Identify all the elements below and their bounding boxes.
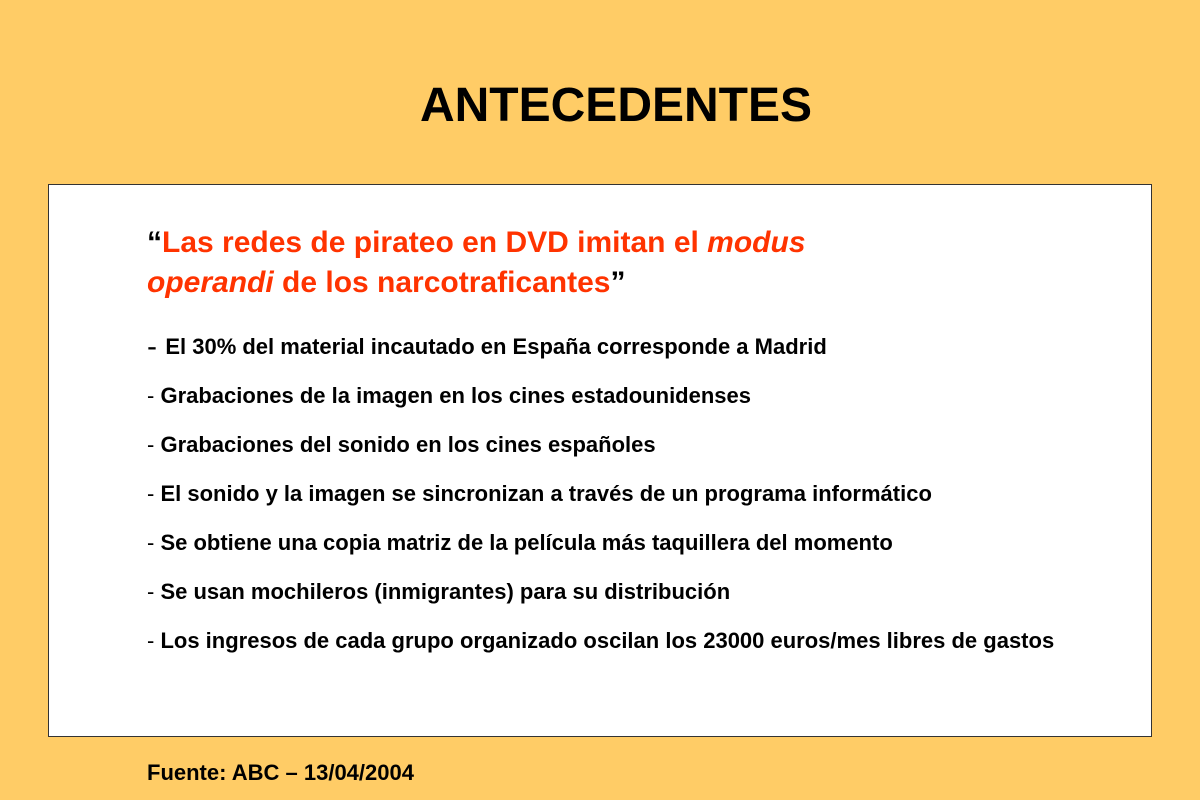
bullet-dash: -	[147, 579, 161, 604]
bullet-dash: -	[147, 481, 161, 506]
bullet-dash: -	[147, 432, 161, 457]
bullet-item	[147, 530, 1087, 556]
quote-part-2: de los narcotraficantes	[273, 266, 611, 299]
open-quote-mark: “	[147, 226, 162, 259]
bullet-text: Se usan mochileros (inmigrantes) para su distribución	[160, 579, 731, 604]
quote-italic-operandi: operandi	[147, 266, 274, 299]
bullet-dash: -	[147, 383, 161, 408]
close-quote-mark: ”	[610, 266, 626, 299]
quote-italic-modus: modus	[707, 226, 806, 259]
bullet-item	[147, 481, 1087, 507]
bullet-text: Grabaciones del sonido en los cines españoles	[160, 432, 656, 457]
slide-title: ANTECEDENTES	[419, 79, 813, 132]
bullet-text: El 30% del material incautado en España corresponde a Madrid	[165, 334, 827, 359]
bullet-item	[147, 628, 1087, 654]
bullet-text: Los ingresos de cada grupo organizado oscilan los 23000 euros/mes libres de gastos	[160, 628, 1055, 653]
bullet-dash: -	[147, 530, 161, 555]
source-citation: Fuente: ABC – 13/04/2004	[147, 760, 414, 785]
bullet-text: Grabaciones de la imagen en los cines estadounidenses	[160, 383, 751, 408]
bullet-dash: -	[147, 628, 161, 653]
bullet-item	[147, 432, 1087, 458]
bullet-list	[147, 330, 1087, 677]
bullet-text: El sonido y la imagen se sincronizan a través de un programa informático	[160, 481, 932, 506]
bullet-item	[147, 579, 1087, 605]
bullet-text: Se obtiene una copia matriz de la película más taquillera del momento	[160, 530, 893, 555]
bullet-dash: -	[147, 330, 166, 363]
bullet-item	[147, 383, 1087, 409]
headline-quote	[147, 223, 1047, 303]
bullet-item	[147, 330, 1087, 363]
quote-part-1: Las redes de pirateo en DVD imitan el	[162, 226, 708, 259]
